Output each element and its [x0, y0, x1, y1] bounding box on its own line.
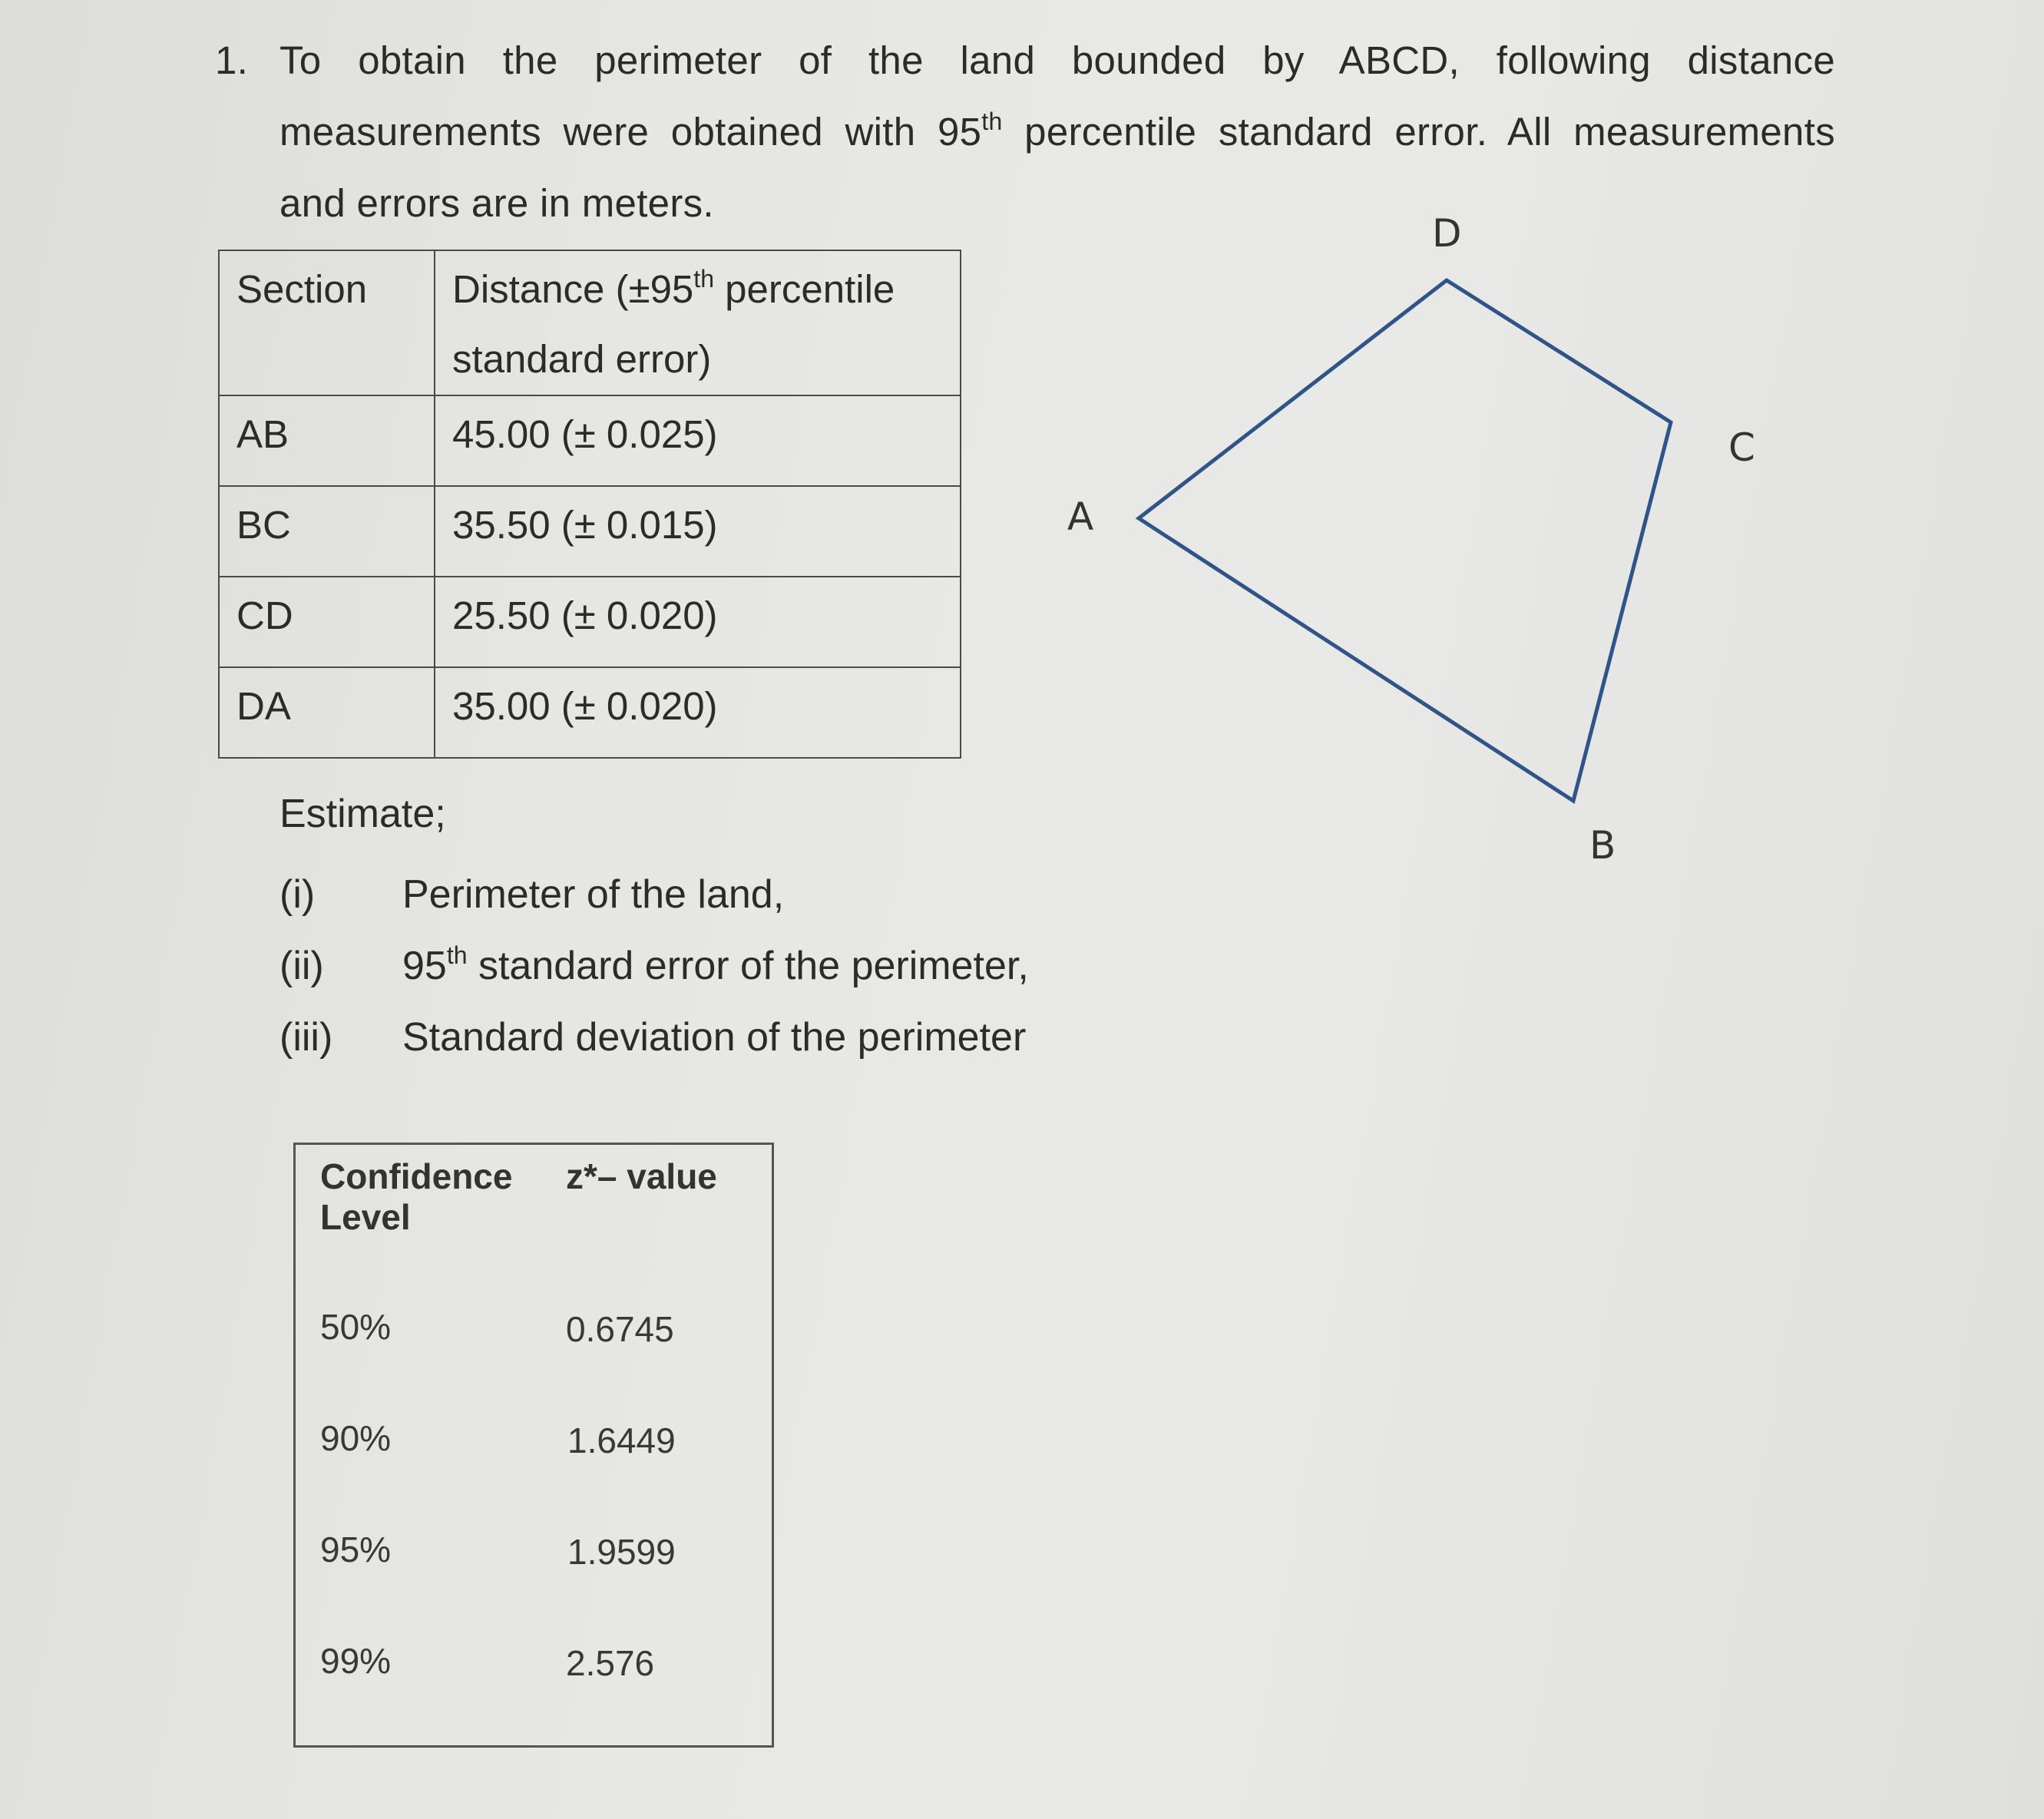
item-text-part: 95: [402, 944, 447, 988]
confidence-cell: 50%: [320, 1307, 392, 1347]
section-cell: BC: [219, 486, 435, 577]
estimate-title: Estimate;: [279, 792, 446, 836]
distance-cell: 25.50 (± 0.020): [435, 577, 961, 667]
question-line-1: To obtain the perimeter of the land bounded by ABCD, following distance: [279, 38, 1835, 82]
superscript: th: [446, 941, 468, 969]
header-confidence-line2: Level: [320, 1197, 411, 1237]
distance-table: [218, 250, 961, 759]
table-row: [219, 667, 961, 758]
quadrilateral-diagram: [1044, 200, 1812, 891]
section-cell: CD: [219, 577, 435, 667]
item-text: [402, 943, 1029, 989]
question-line-2: [279, 96, 1835, 167]
section-cell: DA: [219, 667, 435, 758]
item-number: (ii): [279, 944, 324, 988]
z-value-cell: 2.576: [566, 1643, 655, 1683]
z-value-cell: 1.6449: [567, 1420, 676, 1460]
item-number: (iii): [279, 1015, 333, 1060]
vertex-label-c: C: [1728, 425, 1755, 470]
section-cell: AB: [219, 395, 435, 486]
distance-cell: 35.00 (± 0.020): [435, 667, 961, 758]
superscript: th: [693, 265, 714, 293]
item-text: Perimeter of the land,: [402, 872, 785, 917]
confidence-cell: 95%: [320, 1530, 392, 1569]
z-value-cell: 0.6745: [566, 1309, 674, 1349]
question-line-2-text: measurements were obtained with 95: [279, 110, 982, 154]
header-confidence-level: [320, 1156, 512, 1238]
quadrilateral-abcd: [1139, 280, 1671, 801]
distance-cell: 35.50 (± 0.015): [435, 486, 961, 577]
item-text: Standard deviation of the perimeter: [402, 1015, 1027, 1060]
table-row: [219, 486, 961, 577]
question-line-3: and errors are in meters.: [279, 181, 714, 225]
vertex-label-d: D: [1432, 211, 1462, 256]
table-row: [219, 577, 961, 667]
header-confidence-line1: Confidence: [320, 1156, 513, 1196]
header-distance-line2: standard error): [452, 337, 712, 381]
header-distance-rest: percentile: [713, 267, 895, 311]
superscript: th: [981, 107, 1003, 135]
confidence-cell: 90%: [320, 1418, 392, 1458]
z-value-cell: 1.9599: [567, 1532, 676, 1572]
header-section: Section: [219, 250, 435, 395]
item-text-rest: standard error of the perimeter,: [467, 944, 1029, 988]
confidence-cell: 99%: [320, 1641, 392, 1681]
z-value-table: [293, 1143, 774, 1748]
distance-table-header: [219, 250, 961, 395]
question-number: 1.: [215, 38, 249, 82]
header-distance-text: Distance (±95: [452, 267, 694, 311]
vertex-label-a: A: [1067, 494, 1094, 539]
distance-cell: 45.00 (± 0.025): [435, 395, 961, 486]
item-number: (i): [279, 872, 316, 917]
question-line-2-rest: percentile standard error. All measurements: [1002, 110, 1835, 154]
header-z-value: z*– value: [566, 1156, 717, 1196]
vertex-label-b: B: [1589, 823, 1616, 868]
header-distance: [435, 250, 961, 395]
table-row: [219, 395, 961, 486]
